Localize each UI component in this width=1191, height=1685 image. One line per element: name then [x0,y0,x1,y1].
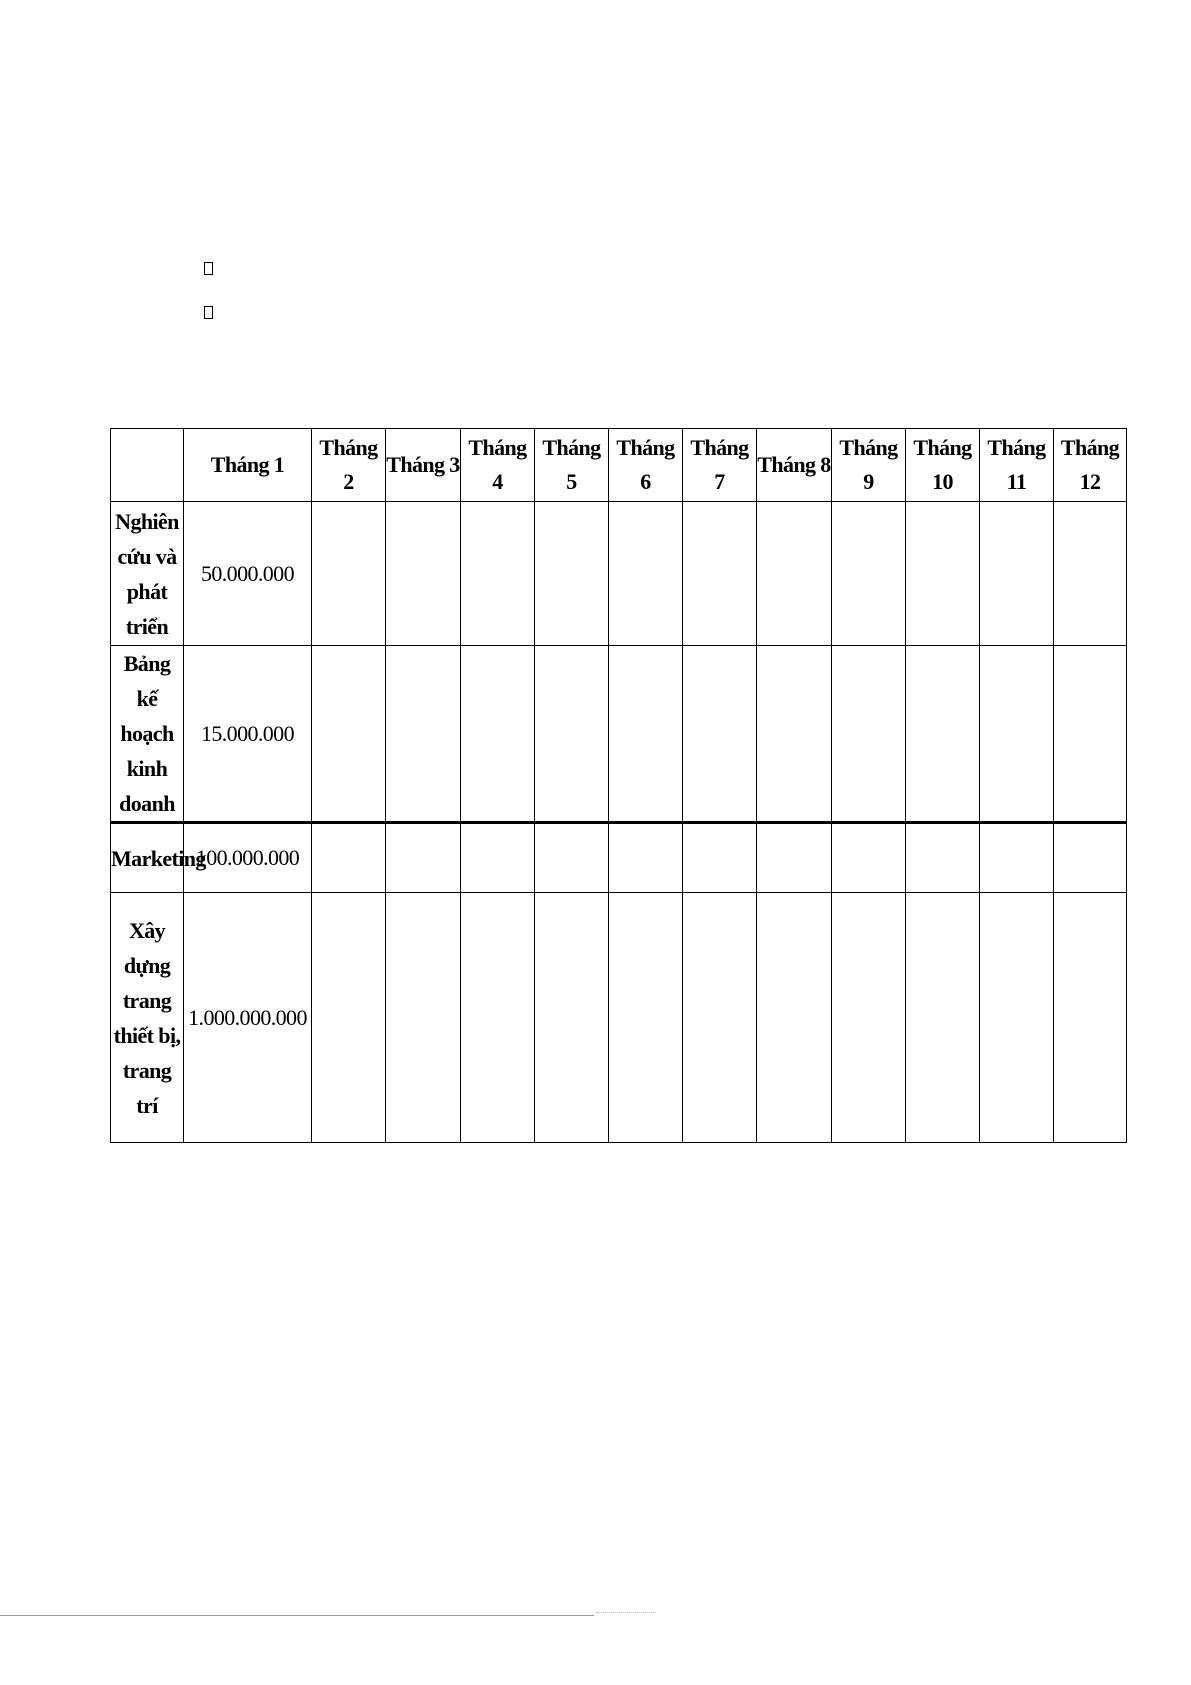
empty-cell [312,502,386,646]
empty-cell [312,646,386,823]
month-header: Tháng 8 [757,429,832,502]
row-label: Marketing [111,823,184,893]
empty-cell [609,646,683,823]
empty-cell [757,646,832,823]
month-header: Tháng 7 [683,429,757,502]
table-row [111,823,1127,893]
empty-cell [757,893,832,1143]
empty-cell [386,893,461,1143]
empty-cell [386,502,461,646]
empty-cell [683,893,757,1143]
month-header: Tháng 5 [535,429,609,502]
empty-cell [980,502,1054,646]
empty-cell [609,823,683,893]
empty-cell [386,823,461,893]
empty-cell [683,823,757,893]
month-header: Tháng 3 [386,429,461,502]
month-header: Tháng 2 [312,429,386,502]
empty-cell [757,823,832,893]
empty-cell [832,823,906,893]
table-row [111,502,1127,646]
empty-cell [535,823,609,893]
empty-cell [1054,646,1127,823]
empty-cell [312,893,386,1143]
month-header: Tháng 11 [980,429,1054,502]
month-header: Tháng 4 [461,429,535,502]
empty-cell [461,502,535,646]
empty-cell [461,823,535,893]
empty-cell [535,893,609,1143]
empty-cell [461,893,535,1143]
empty-cell [1054,893,1127,1143]
empty-cell [906,502,980,646]
empty-cell [1054,502,1127,646]
amount-cell: 50.000.000 [184,502,312,646]
square-bullet-icon [204,262,213,275]
empty-cell [757,502,832,646]
empty-cell [906,893,980,1143]
footer-dotted-divider [596,1612,656,1617]
empty-cell [980,893,1054,1143]
empty-cell [906,646,980,823]
empty-cell [312,823,386,893]
table-row [111,646,1127,823]
month-header: Tháng 12 [1054,429,1127,502]
empty-cell [906,823,980,893]
amount-cell: 15.000.000 [184,646,312,823]
empty-cell [683,646,757,823]
table-row [111,893,1127,1143]
empty-cell [1054,823,1127,893]
row-label: Nghiên cứu và phát triển [111,502,184,646]
empty-cell [683,502,757,646]
monthly-budget-table [110,428,1127,1143]
month-header: Tháng 9 [832,429,906,502]
empty-cell [386,646,461,823]
amount-cell: 100.000.000 [184,823,312,893]
empty-cell [461,646,535,823]
square-bullet-icon [204,306,213,319]
empty-cell [832,646,906,823]
amount-cell: 1.000.000.000 [184,893,312,1143]
empty-cell [609,502,683,646]
empty-cell [609,893,683,1143]
month-header: Tháng 6 [609,429,683,502]
empty-cell [832,893,906,1143]
empty-cell [980,823,1054,893]
month-header: Tháng 1 [184,429,312,502]
row-label: Xây dựng trang thiết bị, trang trí [111,893,184,1143]
corner-cell [111,429,184,502]
month-header: Tháng 10 [906,429,980,502]
empty-cell [832,502,906,646]
footer-divider [0,1615,594,1616]
empty-cell [535,502,609,646]
row-label: Bảng kế hoạch kinh doanh [111,646,184,823]
empty-cell [535,646,609,823]
empty-cell [980,646,1054,823]
table-header-row [111,429,1127,502]
